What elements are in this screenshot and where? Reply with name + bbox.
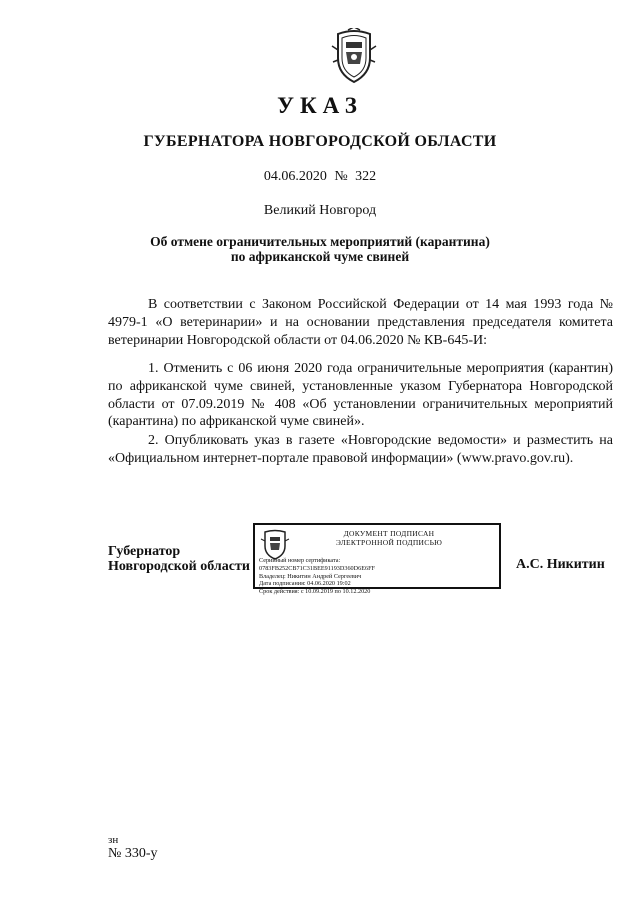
subject-line-1: Об отмене ограничительных мероприятий (карантина) <box>150 234 490 249</box>
stamp-heading-line-2: ЭЛЕКТРОННОЙ ПОДПИСЬЮ <box>335 538 443 547</box>
electronic-signature-stamp <box>253 523 501 596</box>
signatory-position <box>108 544 250 574</box>
stamp-heading <box>299 529 479 547</box>
footer-registration <box>108 833 158 861</box>
city: Великий Новгород <box>263 203 377 218</box>
stamp-heading-line-1: ДОКУМЕНТ ПОДПИСАН <box>343 529 435 538</box>
signed-date: Дата подписания: 04.06.2020 19:02 <box>259 580 351 588</box>
cert-label: Серийный номер сертификата: <box>259 557 341 564</box>
stamp-details <box>259 557 375 596</box>
signatory-name: А.С. Никитин <box>516 557 605 572</box>
registration-number: № 330-у <box>108 846 158 861</box>
subject-line-2: по африканской чуме свиней <box>230 249 410 264</box>
paragraph-item-1 <box>108 360 613 431</box>
number-sign: № <box>334 169 348 184</box>
decree-number: 322 <box>355 169 377 184</box>
issuer-title: ГУБЕРНАТОРА НОВГОРОДСКОЙ ОБЛАСТИ <box>143 133 497 150</box>
executor-initials: зн <box>108 834 119 846</box>
paragraph-item-1-text: 1. Отменить с 06 июня 2020 года ограничительные мероприятия (карантин) по африканской чуме свиней, установленные указом Губернатора Новгородской области от 07.09.2019 № 408 «Об установлении ограничительных мероприятий (карантина) по африканской чуме свиней». <box>108 361 613 430</box>
decree-date: 04.06.2020 <box>263 169 327 184</box>
paragraph-preamble-text: В соответствии с Законом Российской Федерации от 14 мая 1993 года № 4979-1 «О ветеринарии» и на основании представления председателя комитета ветеринарии Новгородской области от 04.06.2020 № КВ-645-И: <box>108 297 613 348</box>
cert-number: 0783FB252CB71C31BEE91193D360D6E6FF <box>259 564 375 572</box>
cert-owner: Владелец: Никитин Андрей Сергеевич <box>259 572 362 580</box>
position-line-1: Губернатор <box>108 544 181 559</box>
paragraph-item-2 <box>108 432 613 468</box>
coat-of-arms-icon <box>328 28 380 84</box>
paragraph-preamble <box>108 296 613 349</box>
cert-validity: Срок действия: с 10.09.2019 по 10.12.2020 <box>259 588 371 596</box>
decree-title: УКАЗ <box>277 93 363 118</box>
paragraph-item-2-text: 2. Опубликовать указ в газете «Новгородские ведомости» и разместить на «Официальном интернет-портале правовой информации» (www.pravo.gov.ru). <box>108 433 613 466</box>
date-number-line <box>0 169 640 185</box>
decree-subject <box>0 234 640 264</box>
position-line-2: Новгородской области <box>108 559 250 574</box>
